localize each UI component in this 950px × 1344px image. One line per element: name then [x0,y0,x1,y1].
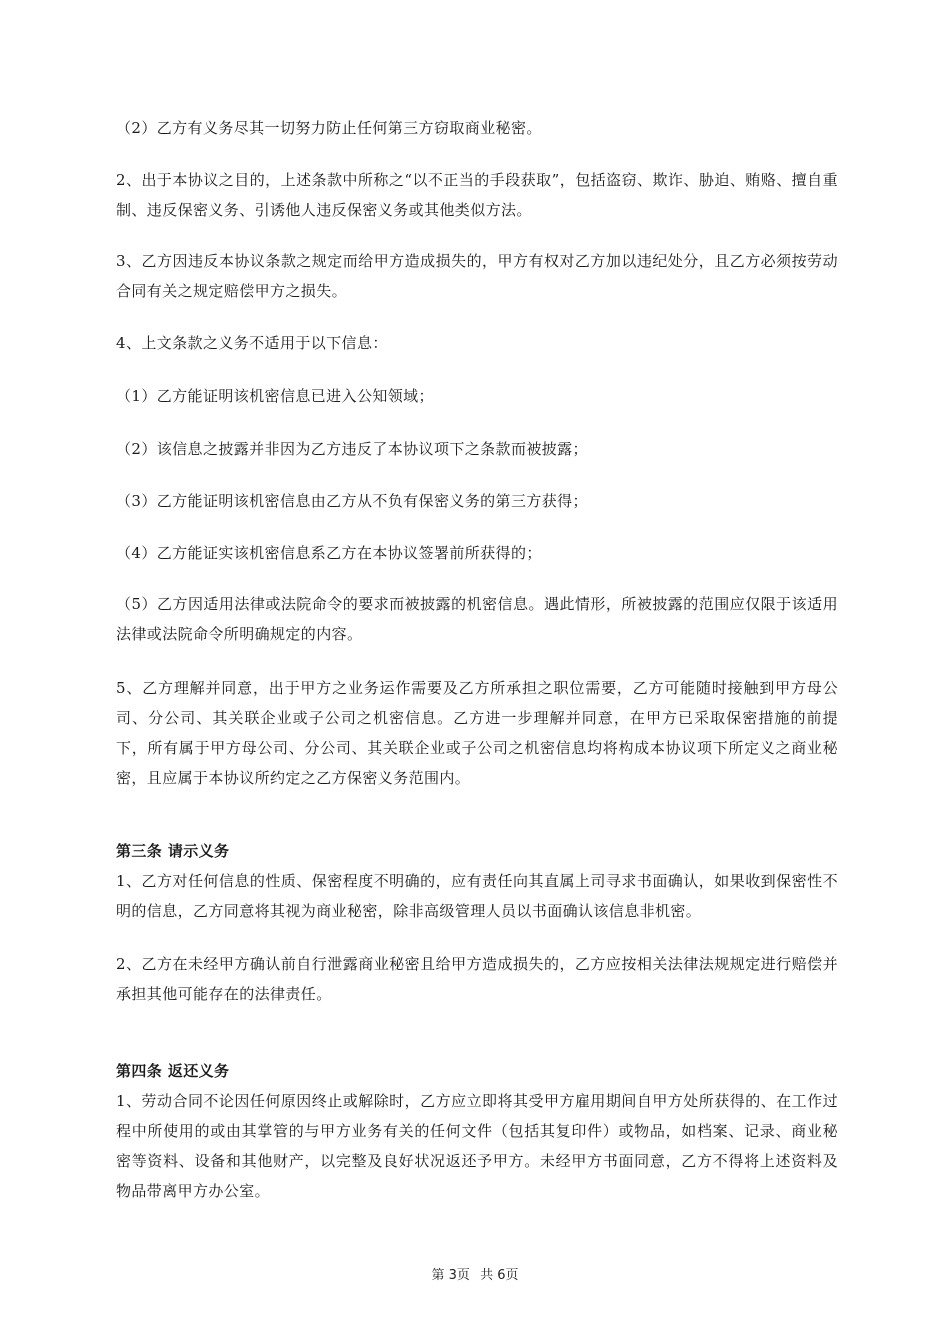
page-footer [0,1266,950,1286]
paragraph: （2）该信息之披露并非因为乙方违反了本协议项下之条款而被披露； [116,440,588,458]
paragraph: （3）乙方能证明该机密信息由乙方从不负有保密义务的第三方获得； [116,492,588,510]
page-number-current: 第 3页 [431,1268,470,1283]
paragraph: 1、乙方对任何信息的性质、保密程度不明确的，应有责任向其直属上司寻求书面确认，如果收到保密性不明的信息，乙方同意将其视为商业秘密，除非高级管理人员以书面确认该信息非机密。 [116,872,838,920]
paragraph: 5、乙方理解并同意，出于甲方之业务运作需要及乙方所承担之职位需要，乙方可能随时接触到甲方母公司、分公司、其关联企业或子公司之机密信息。乙方进一步理解并同意，在甲方已采取保密措施的前提下，所有属于甲方母公司、分公司、其关联企业或子公司之机密信息均将构成本协议项下所定义之商业秘密，且应属于本协议所约定之乙方保密义务范围内。 [116,679,838,787]
paragraph: （2）乙方有义务尽其一切努力防止任何第三方窃取商业秘密。 [116,119,542,137]
article-4-heading: 第四条 返还义务 [116,1062,230,1080]
paragraph: （1）乙方能证明该机密信息已进入公知领域； [116,387,434,405]
paragraph: 1、劳动合同不论因任何原因终止或解除时，乙方应立即将其受甲方雇用期间自甲方处所获得的、在工作过程中所使用的或由其掌管的与甲方业务有关的任何文件（包括其复印件）或物品，如档案、记录、商业秘密等资料、设备和其他财产，以完整及良好状况返还予甲方。未经甲方书面同意，乙方不得将上述资料及物品带离甲方办公室。 [116,1092,838,1200]
article-3-heading: 第三条 请示义务 [116,842,230,860]
paragraph: 2、乙方在未经甲方确认前自行泄露商业秘密且给甲方造成损失的，乙方应按相关法律法规规定进行赔偿并承担其他可能存在的法律责任。 [116,955,838,1003]
paragraph: 3、乙方因违反本协议条款之规定而给甲方造成损失的，甲方有权对乙方加以违纪处分，且乙方必须按劳动合同有关之规定赔偿甲方之损失。 [116,252,838,300]
page-number-total: 共 6页 [480,1268,519,1283]
paragraph: （4）乙方能证实该机密信息系乙方在本协议签署前所获得的； [116,544,542,562]
paragraph: 2、出于本协议之目的，上述条款中所称之“以不正当的手段获取”，包括盗窃、欺诈、胁迫、贿赂、擅自重制、违反保密义务、引诱他人违反保密义务或其他类似方法。 [116,171,838,219]
paragraph: （5）乙方因适用法律或法院命令的要求而被披露的机密信息。遇此情形，所被披露的范围应仅限于该适用法律或法院命令所明确规定的内容。 [116,595,838,643]
paragraph: 4、上文条款之义务不适用于以下信息： [116,334,388,352]
